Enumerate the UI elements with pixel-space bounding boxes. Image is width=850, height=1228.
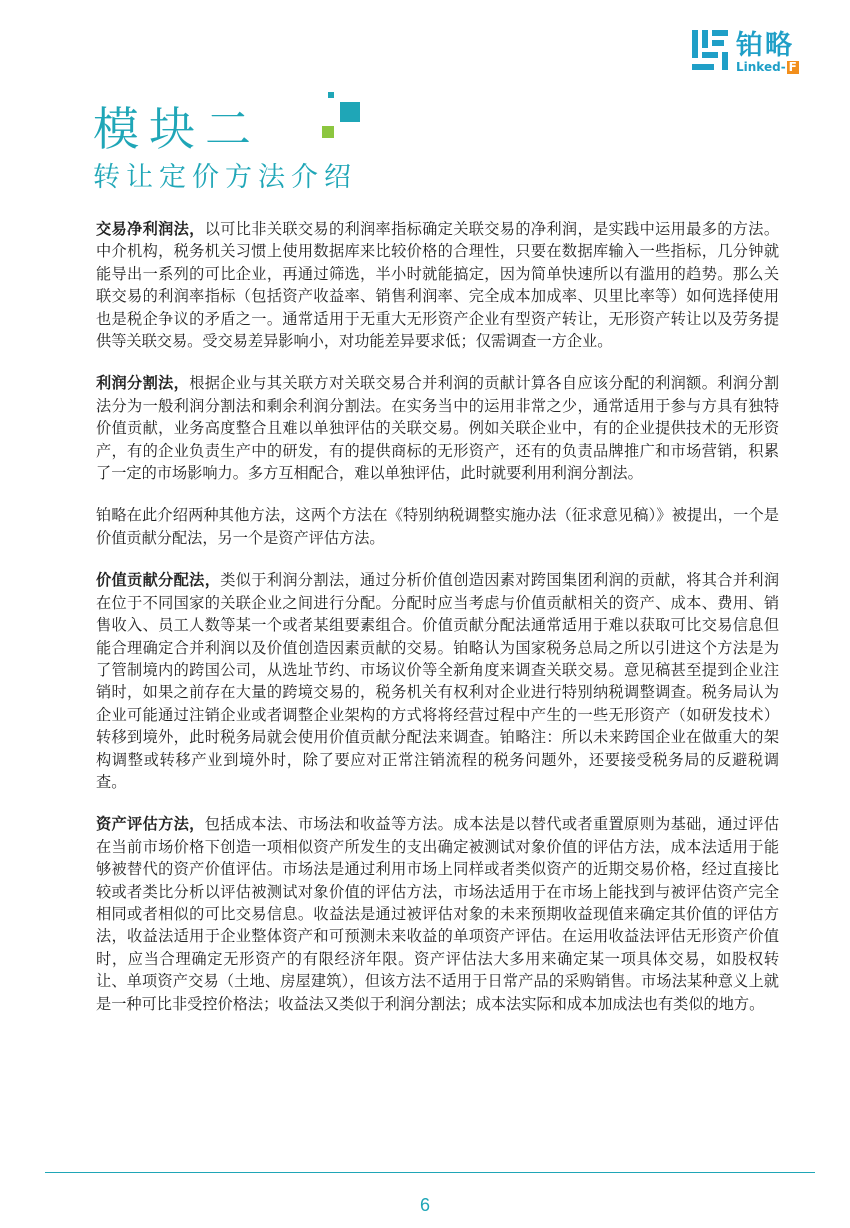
logo-f-badge: F	[788, 60, 797, 74]
paragraph-text: 铂略在此介绍两种其他方法，这两个方法在《特别纳税调整实施办法（征求意见稿）》被提出，一个是价值贡献分配法，另一个是资产评估方法。	[96, 506, 779, 547]
footer-divider	[45, 1172, 815, 1173]
paragraph-text: 根据企业与其关联方对关联交易合并利润的贡献计算各自应该分配的利润额。利润分割法分为一般利润分割法和剩余利润分割法。在实务当中的运用非常之少，通常适用于参与方具有独特价值贡献，业务高度整合且难以单独评估的关联交易。例如关联企业中，有的企业提供技术的无形资产，有的企业负责生产中的研发，有的提供商标的无形资产，还有的负责品牌推广和市场营销，积累了一定的市场影响力。多方互相配合，难以单独评估，此时就要利用利润分割法。	[96, 374, 780, 483]
paragraph-lead: 交易净利润法，	[96, 220, 205, 238]
paragraph-intro-other-methods	[96, 504, 779, 549]
decorative-squares-icon	[318, 92, 364, 140]
paragraph-text: 包括成本法、市场法和收益等方法。成本法是以替代或者重置原则为基础，通过评估在当前市场价格下创造一项相似资产所发生的支出确定被测试对象价值的评估方法，成本法适用于能够被替代的资产价值评估。市场法是通过利用市场上同样或者类似资产的近期交易价格，经过直接比较或者类比分析以评估被测试对象价值的评估方法，市场法适用于在市场上能找到与被评估资产完全相同或者相似的可比交易信息。收益法是通过被评估对象的未来预期收益现值来确定其价值的评估方法，收益法适用于企业整体资产和可预测未来收益的单项资产评估。在运用收益法评估无形资产价值时，应当合理确定无形资产的有限经济年限。资产评估法大多用来确定某一项具体交易，如股权转让、单项资产交易（土地、房屋建筑），但该方法不适用于日常产品的采购销售。市场法某种意义上就是一种可比非受控价格法；收益法又类似于利润分割法；成本法实际和成本加成法也有类似的地方。	[96, 815, 780, 1013]
paragraph-asset-valuation	[96, 813, 779, 1015]
paragraph-text: 类似于利润分割法，通过分析价值创造因素对跨国集团利润的贡献，将其合并利润在位于不同国家的关联企业之间进行分配。分配时应当考虑与价值贡献相关的资产、成本、费用、销售收入、员工人数等某一个或者某组要素组合。价值贡献分配法通常适用于难以获取可比交易信息但能合理确定合并利润以及价值创造因素贡献的交易。铂略认为国家税务总局之所以引进这个方法是为了管制境内的跨国公司，从选址节约、市场议价等全新角度来调查关联交易。意见稿甚至提到企业注销时，如果之前存在大量的跨境交易的，税务机关有权利对企业进行特别纳税调整调查。税务局认为企业可能通过注销企业或者调整企业架构的方式将将经营过程中产生的一些无形资产（如研发技术）转移到境外，此时税务局就会使用价值贡献分配法来调查。铂略注：所以未来跨国企业在做重大的架构调整或转移产业到境外时，除了要应对正常注销流程的税务问题外，还要接受税务局的反避税调查。	[96, 571, 780, 791]
paragraph-lead: 利润分割法，	[96, 374, 190, 393]
module-title: 模块二	[93, 102, 261, 156]
module-subtitle: 转让定价方法介绍	[93, 162, 357, 193]
paragraph-lead: 资产评估方法，	[96, 815, 205, 834]
paragraph-value-contribution	[96, 569, 779, 793]
document-body	[96, 218, 779, 1035]
paragraph-text: 以可比非关联交易的利润率指标确定关联交易的净利润，是实践中运用最多的方法。中介机构，税务机关习惯上使用数据库来比较价格的合理性，只要在数据库输入一些指标，几分钟就能导出一系列的可比企业，再通过筛选，半小时就能搞定，因为简单快速所以有滥用的趋势。那么关联交易的利润率指标（包括资产收益率、销售利润率、完全成本加成率、贝里比率等）如何选择使用也是税企争议的矛盾之一。通常适用于无重大无形资产企业有型资产转让，无形资产转让以及劳务提供等关联交易。受交易差异影响小，对功能差异要求低；仅需调查一方企业。	[96, 220, 780, 351]
logo-english-text: Linked-	[736, 60, 786, 74]
logo-chinese-name: 铂略	[736, 30, 794, 61]
paragraph-lead: 价值贡献分配法，	[96, 571, 221, 590]
linked-f-logo-icon	[692, 30, 728, 70]
paragraph-tnmm	[96, 218, 779, 352]
page-number: 6	[419, 1195, 430, 1215]
brand-logo	[692, 30, 812, 74]
logo-english-name	[736, 61, 799, 74]
paragraph-profit-split	[96, 372, 779, 484]
